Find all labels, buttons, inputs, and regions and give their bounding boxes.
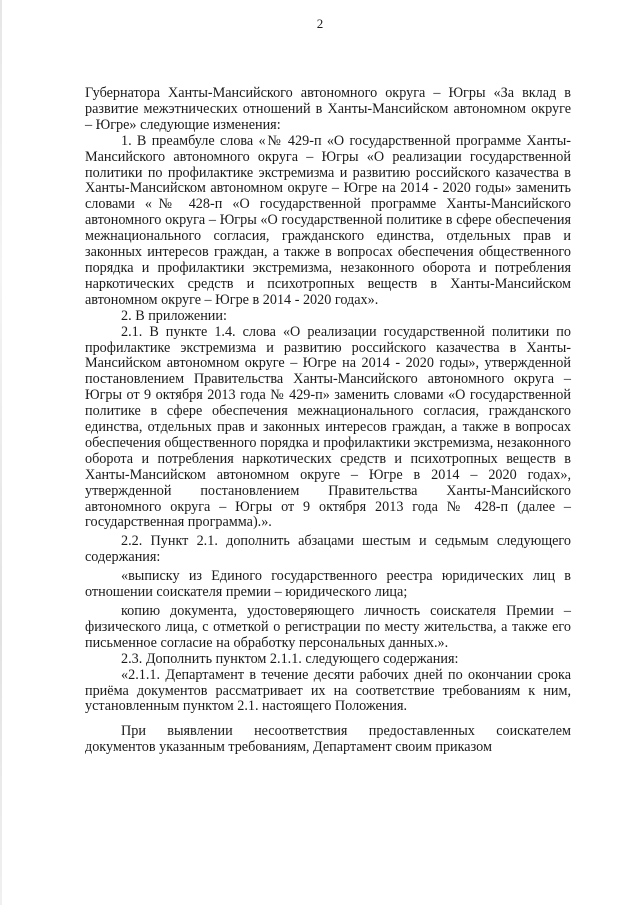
scan-edge-shadow bbox=[0, 0, 2, 905]
paragraph-item-1: 1. В преамбуле слова «№ 429-п «О государственной программе Ханты-Мансийского автономного округа – Югры «О реализации государственной политики по профилактике экстремизма и развитию российского казачества в Ханты-Мансийском автономном округе – Югре на 2014 - 2020 годы» заменить словами «№ 428-п «О государственной программе Ханты-Мансийского автономного округа – Югры «О государственной политике в сфере обеспечения межнационального согласия, гражданского единства, отдельных прав и законных интересов граждан, а также в вопросах обеспечения общественного порядка и профилактики экстремизма, незаконного оборота и потребления наркотических средств и психотропных веществ в Ханты-Мансийском автономном округе – Югре в 2014 - 2020 годах». bbox=[85, 132, 571, 308]
paragraph-quote-2: копию документа, удостоверяющего личность соискателя Премии – физического лица, с отметкой о регистрации по месту жительства, а также его письменное согласие на обработку персональных данных.». bbox=[85, 603, 571, 651]
paragraph-item-2-1: 2.1. В пункте 1.4. слова «О реализации государственной политики по профилактике экстремизма и развитию российского казачества в Ханты-Мансийском автономном округе – Югре на 2014 - 2020 годы», утвержденной постановлением Правительства Ханты-Мансийского автономного округа – Югры от 9 октября 2013 года № 429-п» заменить словами «О государственной политике в сфере обеспечения межнационального согласия, гражданского единства, отдельных прав и законных интересов граждан, а также в вопросах обеспечения общественного порядка и профилактики экстремизма, незаконного оборота и потребления наркотических средств и психотропных веществ в Ханты-Мансийском автономном округе – Югре в 2014 – 2020 годах», утвержденной постановлением Правительства Ханты-Мансийского автономного округа – Югры от 9 октября 2013 года № 428-п (далее – государственная программа).». bbox=[85, 323, 571, 531]
paragraph-item-2-3: 2.3. Дополнить пунктом 2.1.1. следующего содержания: bbox=[121, 650, 459, 667]
paragraph-item-2: 2. В приложении: bbox=[121, 307, 227, 324]
paragraph-quote-1: «выписку из Единого государственного реестра юридических лиц в отношении соискателя премии – юридического лица; bbox=[85, 568, 571, 601]
paragraph-item-2-1-1: «2.1.1. Департамент в течение десяти рабочих дней по окончании срока приёма документов рассматривает их на соответствие требованиям к ним, установленным пунктом 2.1. настоящего Положения. bbox=[85, 666, 571, 715]
paragraph-item-2-2: 2.2. Пункт 2.1. дополнить абзацами шестым и седьмым следующего содержания: bbox=[85, 533, 571, 566]
paragraph-last: При выявлении несоответствия предоставленных соискателем документов указанным требованиям, Департамент своим приказом bbox=[85, 723, 571, 756]
document-body bbox=[85, 86, 571, 756]
paragraph-intro: Губернатора Ханты-Мансийского автономного округа – Югры «За вклад в развитие межэтнических отношений в Ханты-Мансийском автономном округе – Югре» следующие изменения: bbox=[85, 85, 571, 133]
page-number: 2 bbox=[316, 16, 324, 31]
